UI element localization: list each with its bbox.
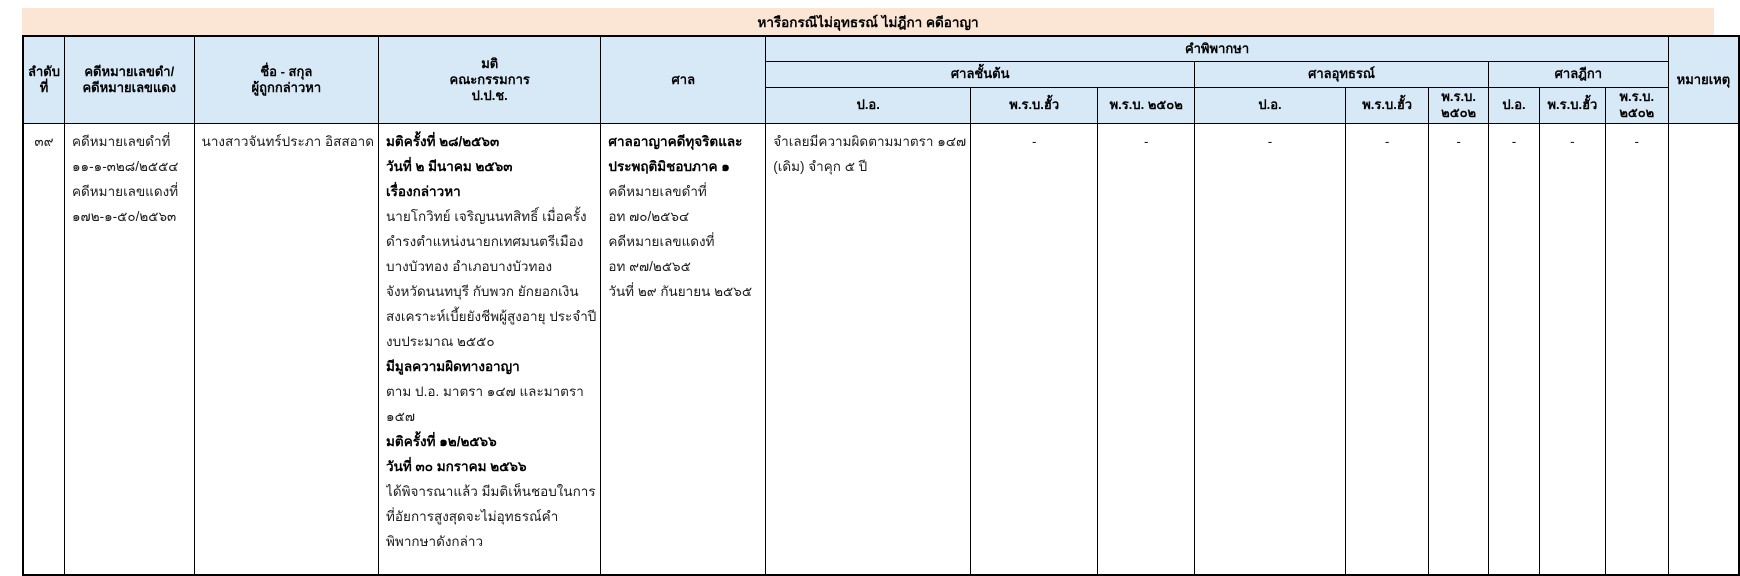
case-number-line: คดีหมายเลขดำที่ bbox=[71, 133, 171, 149]
supreme-po-value: - bbox=[1511, 133, 1517, 149]
header-case-no-line2: คดีหมายเลขแดง bbox=[82, 79, 177, 95]
first-instance-hua-value: - bbox=[1031, 133, 1037, 149]
cell-remark bbox=[1668, 123, 1739, 575]
resolution-line: วันที่ ๓๐ มกราคม ๒๕๖๖ bbox=[386, 458, 527, 474]
cell-order-no bbox=[23, 123, 64, 575]
header-appeal-po: ป.อ. bbox=[1195, 87, 1346, 123]
header-court: ศาล bbox=[601, 36, 766, 123]
court-line: คดีหมายเลขดำที่ bbox=[608, 183, 707, 199]
header-accused-name bbox=[194, 36, 378, 123]
header-nacc-resolution-line1: มติ bbox=[481, 55, 499, 71]
header-judgment: คำพิพากษา bbox=[766, 36, 1669, 61]
appeal-act2502-value: - bbox=[1456, 133, 1461, 149]
resolution-line: เรื่องกล่าวหา bbox=[386, 183, 461, 199]
court-line: วันที่ ๒๙ กันยายน ๒๕๖๕ bbox=[608, 283, 753, 299]
first-instance-po-line: (เดิม) จำคุก ๕ ปี bbox=[773, 158, 868, 174]
header-first-instance-po: ป.อ. bbox=[766, 87, 971, 123]
court-line: ศาลอาญาคดีทุจริตและ bbox=[608, 133, 743, 149]
resolution-line: วันที่ ๒ มีนาคม ๒๕๖๓ bbox=[386, 158, 513, 174]
court-line: อท ๗๐/๒๕๖๔ bbox=[608, 208, 690, 224]
header-row-top bbox=[23, 36, 1739, 61]
header-first-instance-act2502: พ.ร.บ. ๒๕๐๒ bbox=[1098, 87, 1195, 123]
header-supreme-hua: พ.ร.บ.ฮั้ว bbox=[1540, 87, 1606, 123]
cell-appeal-act2502 bbox=[1429, 123, 1489, 575]
resolution-line: ดำรงตำแหน่งนายกเทศมนตรีเมือง bbox=[386, 233, 584, 249]
cell-supreme-po bbox=[1488, 123, 1539, 575]
court-line: ประพฤติมิชอบภาค ๑ bbox=[608, 158, 730, 174]
header-order-no-line1: ลำดับ bbox=[28, 63, 60, 79]
cell-first-instance-hua bbox=[971, 123, 1098, 575]
cell-nacc-resolution bbox=[379, 123, 601, 575]
header-nacc-resolution bbox=[379, 36, 601, 123]
cell-first-instance-po bbox=[766, 123, 971, 575]
header-case-no bbox=[64, 36, 194, 123]
resolution-line: บางบัวทอง อำเภอบางบัวทอง bbox=[386, 258, 553, 274]
resolution-line: สงเคราะห์เบี้ยยังชีพผู้สูงอายุ ประจำปี bbox=[386, 308, 597, 324]
header-supreme-po: ป.อ. bbox=[1488, 87, 1539, 123]
header-accused-name-line1: ชื่อ - สกุล bbox=[260, 63, 313, 79]
case-number-line: ๑๑-๑-๓๒๘/๒๕๕๔ bbox=[71, 158, 179, 174]
resolution-line: มติครั้งที่ ๑๒/๒๕๖๖ bbox=[386, 433, 497, 449]
cell-court bbox=[601, 123, 766, 575]
header-case-no-line1: คดีหมายเลขดำ/ bbox=[84, 63, 175, 79]
first-instance-po-line: จำเลยมีความผิดตามมาตรา ๑๔๗ bbox=[773, 133, 967, 149]
cell-supreme-act2502 bbox=[1605, 123, 1668, 575]
case-number-line: คดีหมายเลขแดงที่ bbox=[71, 183, 179, 199]
resolution-line: พิพากษาดังกล่าว bbox=[386, 533, 484, 549]
header-nacc-resolution-line3: ป.ป.ช. bbox=[471, 87, 508, 103]
resolution-line: ๑๕๗ bbox=[386, 408, 415, 424]
resolution-line: มติครั้งที่ ๒๘/๒๕๖๓ bbox=[386, 133, 500, 149]
cell-appeal-hua bbox=[1345, 123, 1428, 575]
header-court-appeal: ศาลอุทธรณ์ bbox=[1195, 61, 1489, 87]
resolution-line: งบประมาณ ๒๕๕๐ bbox=[386, 333, 495, 349]
header-order-no bbox=[23, 36, 64, 123]
case-table bbox=[22, 35, 1740, 576]
cell-case-numbers bbox=[64, 123, 194, 575]
header-remark: หมายเหตุ bbox=[1668, 36, 1739, 123]
header-supreme-act2502: พ.ร.บ. ๒๕๐๒ bbox=[1605, 87, 1668, 123]
resolution-line: ตาม ป.อ. มาตรา ๑๔๗ และมาตรา bbox=[386, 383, 584, 399]
header-first-instance-hua: พ.ร.บ.ฮั้ว bbox=[971, 87, 1098, 123]
header-nacc-resolution-line2: คณะกรรมการ bbox=[449, 71, 530, 87]
accused-name-value: นางสาวจันทร์ประภา อิสสอาด bbox=[201, 133, 375, 149]
case-number-line: ๑๗๒-๑-๕๐/๒๕๖๓ bbox=[71, 208, 177, 224]
table-title: หารือกรณีไม่อุทธรณ์ ไม่ฎีกา คดีอาญา bbox=[22, 8, 1714, 35]
supreme-act2502-value: - bbox=[1634, 133, 1640, 149]
supreme-hua-value: - bbox=[1570, 133, 1575, 149]
resolution-line: จังหวัดนนทบุรี กับพวก ยักยอกเงิน bbox=[386, 283, 579, 299]
cell-first-instance-act2502 bbox=[1098, 123, 1195, 575]
resolution-line: นายโกวิทย์ เจริญนนทสิทธิ์ เมื่อครั้ง bbox=[386, 208, 587, 224]
appeal-po-value: - bbox=[1267, 133, 1273, 149]
header-appeal-act2502: พ.ร.บ. ๒๕๐๒ bbox=[1429, 87, 1489, 123]
header-court-first-instance: ศาลชั้นต้น bbox=[766, 61, 1195, 87]
header-court-supreme: ศาลฎีกา bbox=[1488, 61, 1668, 87]
order-no-value: ๓๙ bbox=[34, 133, 54, 149]
resolution-line: ได้พิจารณาแล้ว มีมติเห็นชอบในการ bbox=[386, 483, 596, 499]
cell-appeal-po bbox=[1195, 123, 1346, 575]
resolution-line: มีมูลความผิดทางอาญา bbox=[386, 358, 520, 374]
header-appeal-hua: พ.ร.บ.ฮั้ว bbox=[1345, 87, 1428, 123]
cell-accused-name bbox=[194, 123, 378, 575]
header-accused-name-line2: ผู้ถูกกล่าวหา bbox=[251, 79, 322, 95]
header-order-no-line2: ที่ bbox=[39, 79, 49, 95]
first-instance-act2502-value: - bbox=[1143, 133, 1149, 149]
cell-supreme-hua bbox=[1540, 123, 1606, 575]
appeal-hua-value: - bbox=[1384, 133, 1390, 149]
court-line: อท ๙๗/๒๕๖๕ bbox=[608, 258, 691, 274]
table-row bbox=[23, 123, 1739, 575]
court-line: คดีหมายเลขแดงที่ bbox=[608, 233, 715, 249]
resolution-line: ที่อัยการสูงสุดจะไม่อุทธรณ์คำ bbox=[386, 508, 559, 524]
